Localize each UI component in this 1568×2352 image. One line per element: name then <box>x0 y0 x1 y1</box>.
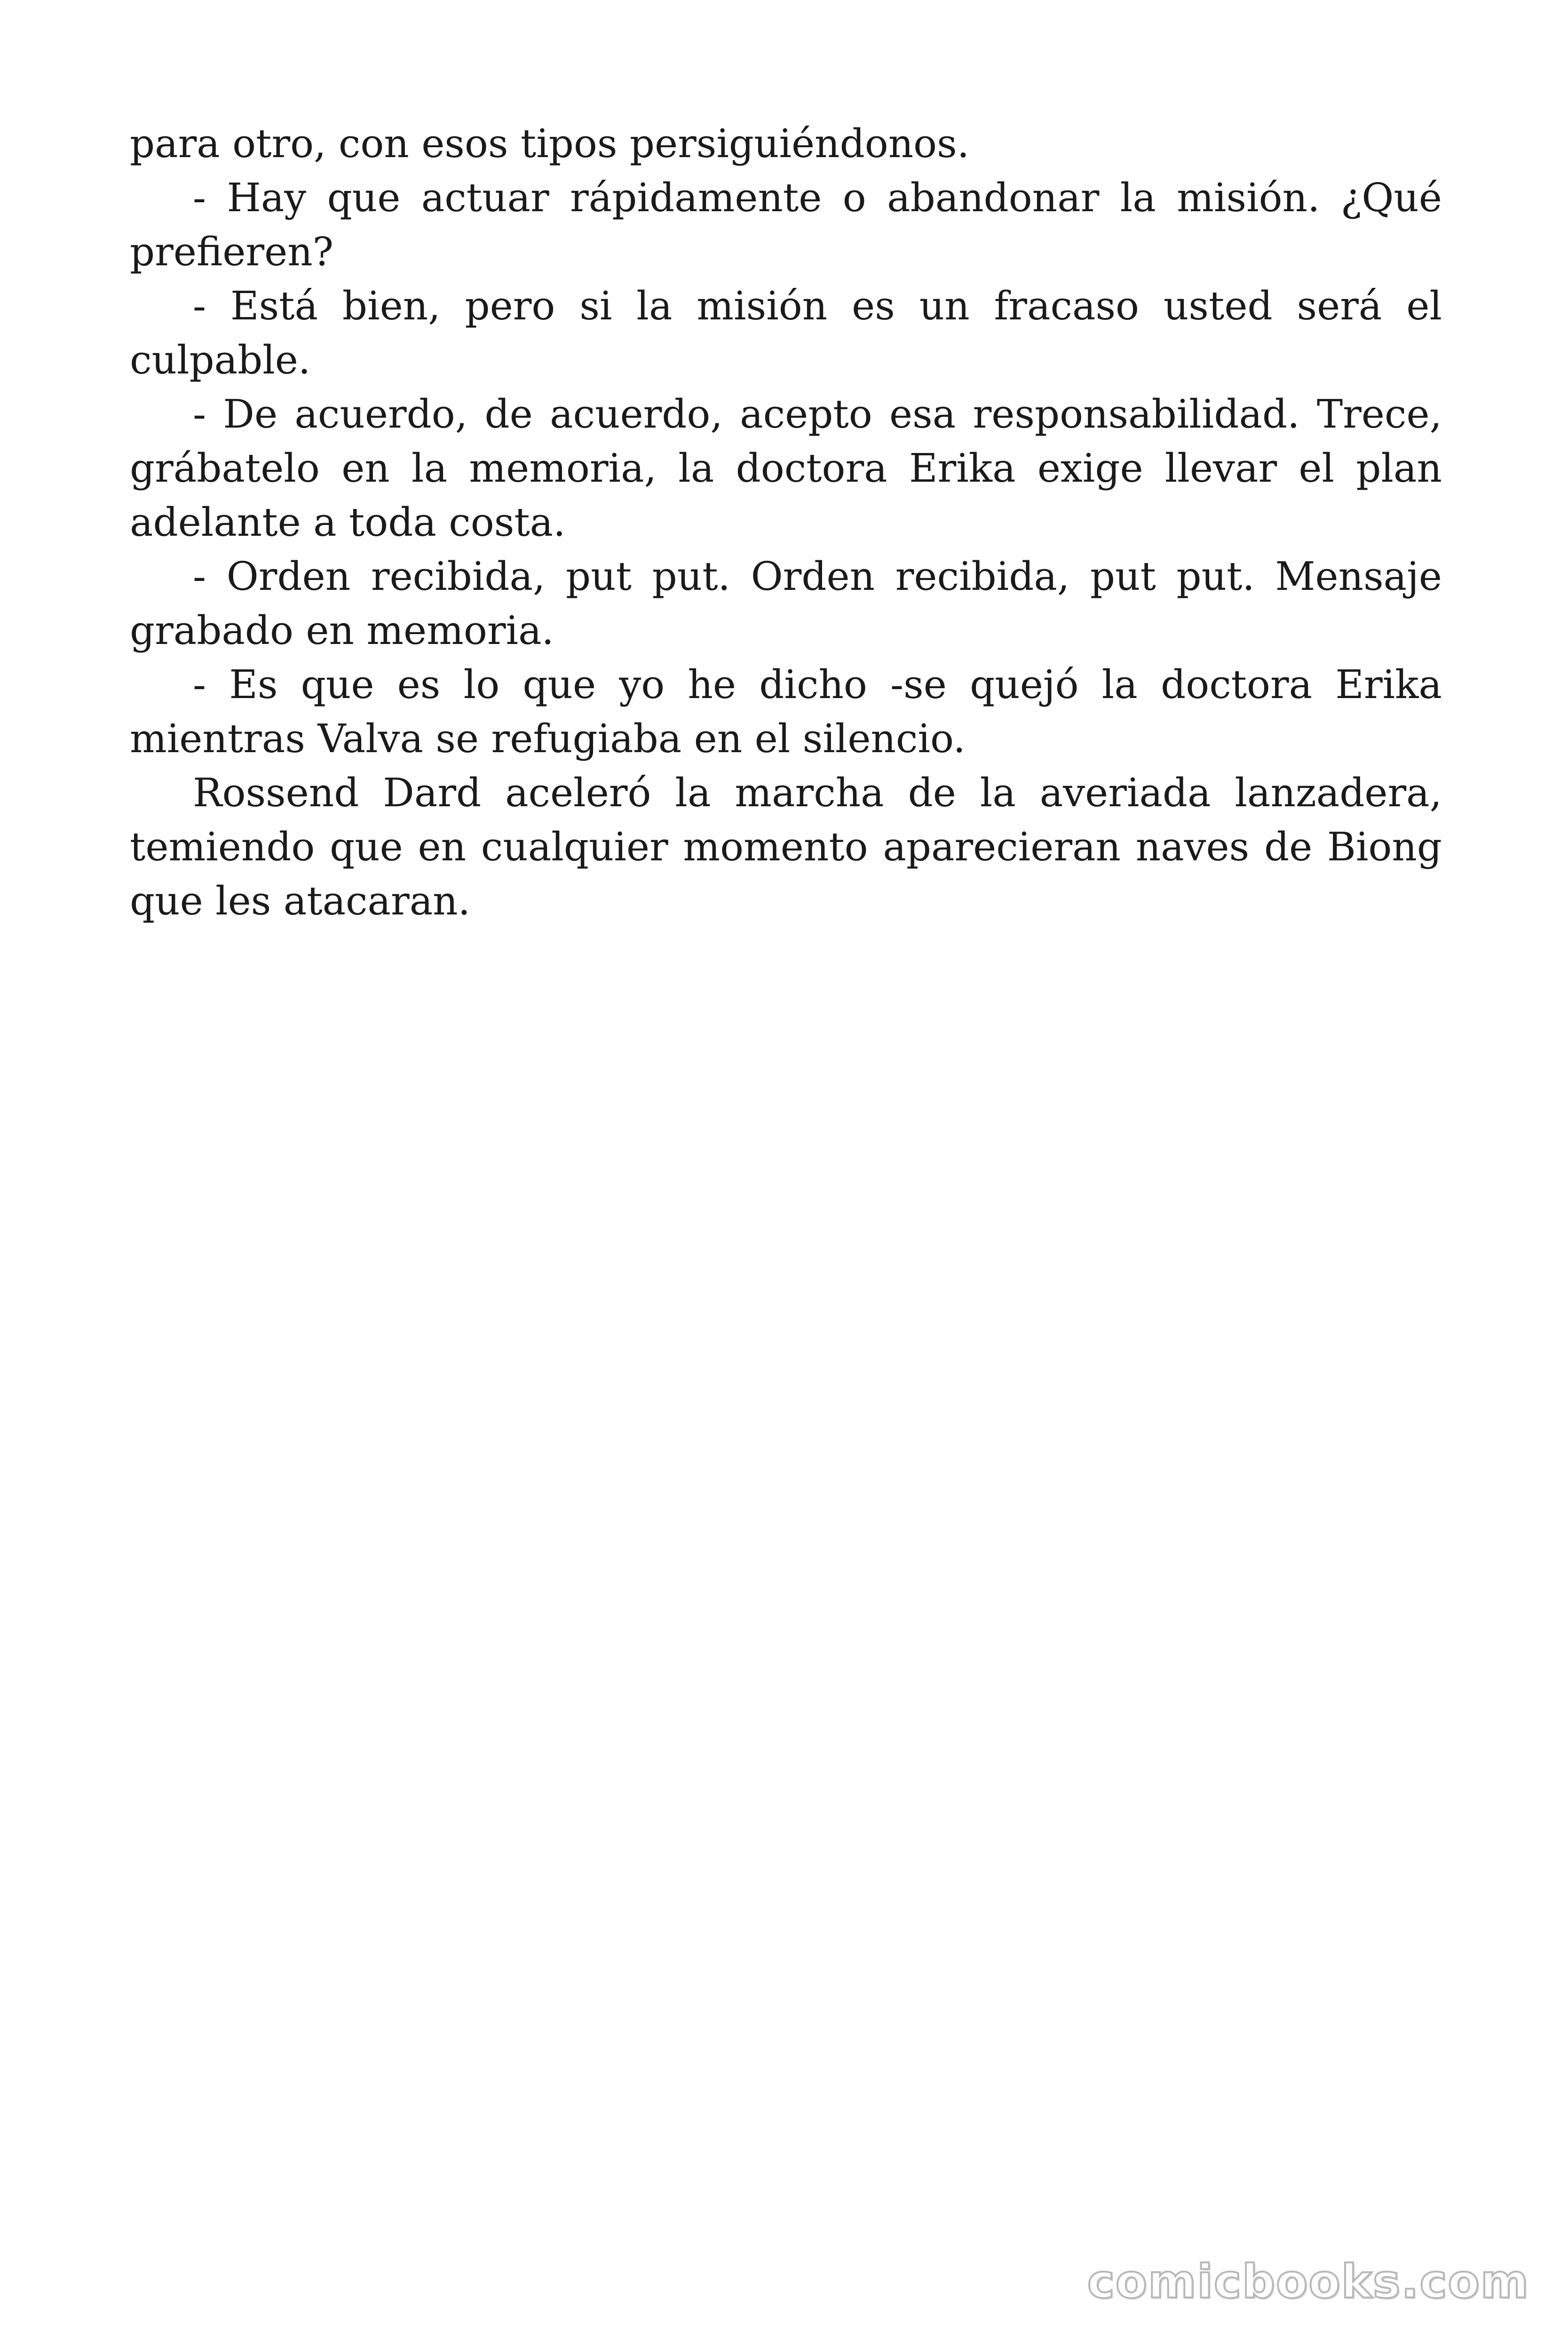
paragraph-dialogue: - Es que es lo que yo he dicho -se quejó la doctora Erika mientras Valva se refugiaba en el silencio. <box>130 662 1442 762</box>
paragraph-dialogue: - De acuerdo, de acuerdo, acepto esa responsabilidad. Trece, grábatelo en la memoria, la doctora Erika exige llevar el plan adelante a toda costa. <box>130 391 1442 545</box>
paragraph-dialogue: - Orden recibida, put put. Orden recibida, put put. Mensaje grabado en memoria. <box>130 554 1442 653</box>
paragraph-continuation: para otro, con esos tipos persiguiéndonos. <box>130 121 970 167</box>
paragraph-dialogue: - Está bien, pero si la misión es un fracaso usted será el culpable. <box>130 283 1442 383</box>
paragraph-narration: Rossend Dard aceleró la marcha de la averiada lanzadera, temiendo que en cualquier momento aparecieran naves de Biong que les atacaran. <box>130 770 1442 924</box>
paragraph-dialogue: - Hay que actuar rápidamente o abandonar la misión. ¿Qué prefieren? <box>130 175 1442 275</box>
body-text <box>130 117 1442 928</box>
site-watermark: comicbooks.com <box>1087 2255 1529 2309</box>
